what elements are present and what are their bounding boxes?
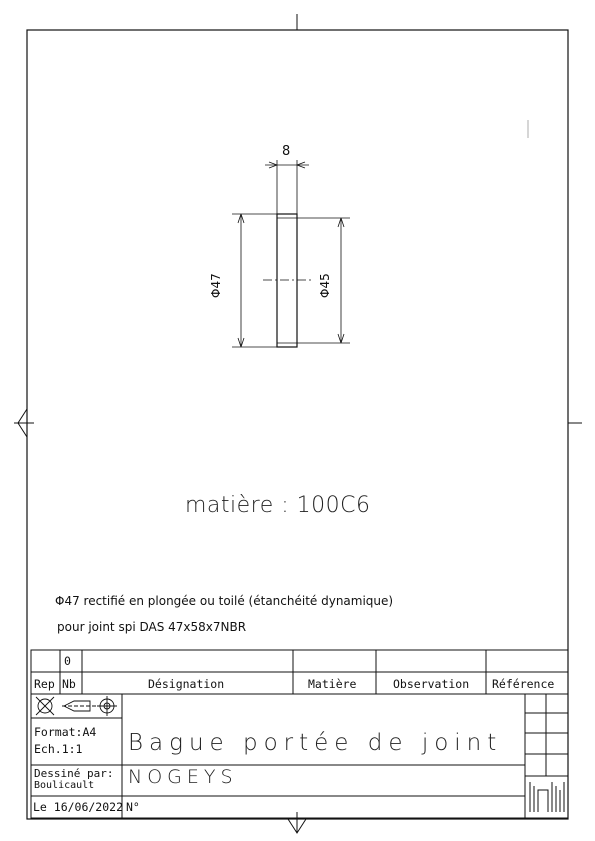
drawn-by-name: Boulicault (34, 780, 95, 791)
bom-header-matiere: Matière (308, 677, 357, 691)
drawn-by-label: Dessiné par: (34, 767, 114, 780)
part-section (263, 214, 311, 347)
note-line-2: pour joint spi DAS 47x58x7NBR (57, 620, 247, 634)
logo-mark-icon (530, 782, 564, 812)
drawing-title: Bague portée de joint (128, 730, 503, 756)
dimension-inner-diameter-label: Φ45 (318, 273, 332, 298)
date-label: Le 16/06/2022 (33, 800, 124, 814)
bom-header-reference: Référence (492, 677, 555, 691)
dimension-outer-diameter-label: Φ47 (209, 273, 223, 298)
bom-header-rep: Rep (34, 677, 55, 691)
format-label: Format:A4 (34, 725, 97, 739)
bom-header-nb: Nb (62, 677, 76, 691)
dimension-width-label: 8 (282, 144, 291, 159)
scale-label: Ech.1:1 (34, 742, 83, 756)
projection-symbol-icon (36, 696, 117, 716)
bom-row-nb: 0 (64, 654, 71, 668)
note-line-1: Φ47 rectifié en plongée ou toilé (étanchéité dynamique) (55, 594, 394, 608)
bom-header-designation: Désignation (148, 677, 225, 691)
dimension-outer-diameter (232, 214, 277, 347)
author-name: NOGEYS (128, 766, 238, 788)
sheet-frame (27, 30, 568, 819)
material-label: matière : 100C6 (185, 493, 371, 518)
bom-header-observation: Observation (393, 677, 470, 691)
drawing-number-label: N° (126, 800, 140, 814)
dimension-width (265, 160, 309, 214)
bom-table (31, 650, 568, 694)
